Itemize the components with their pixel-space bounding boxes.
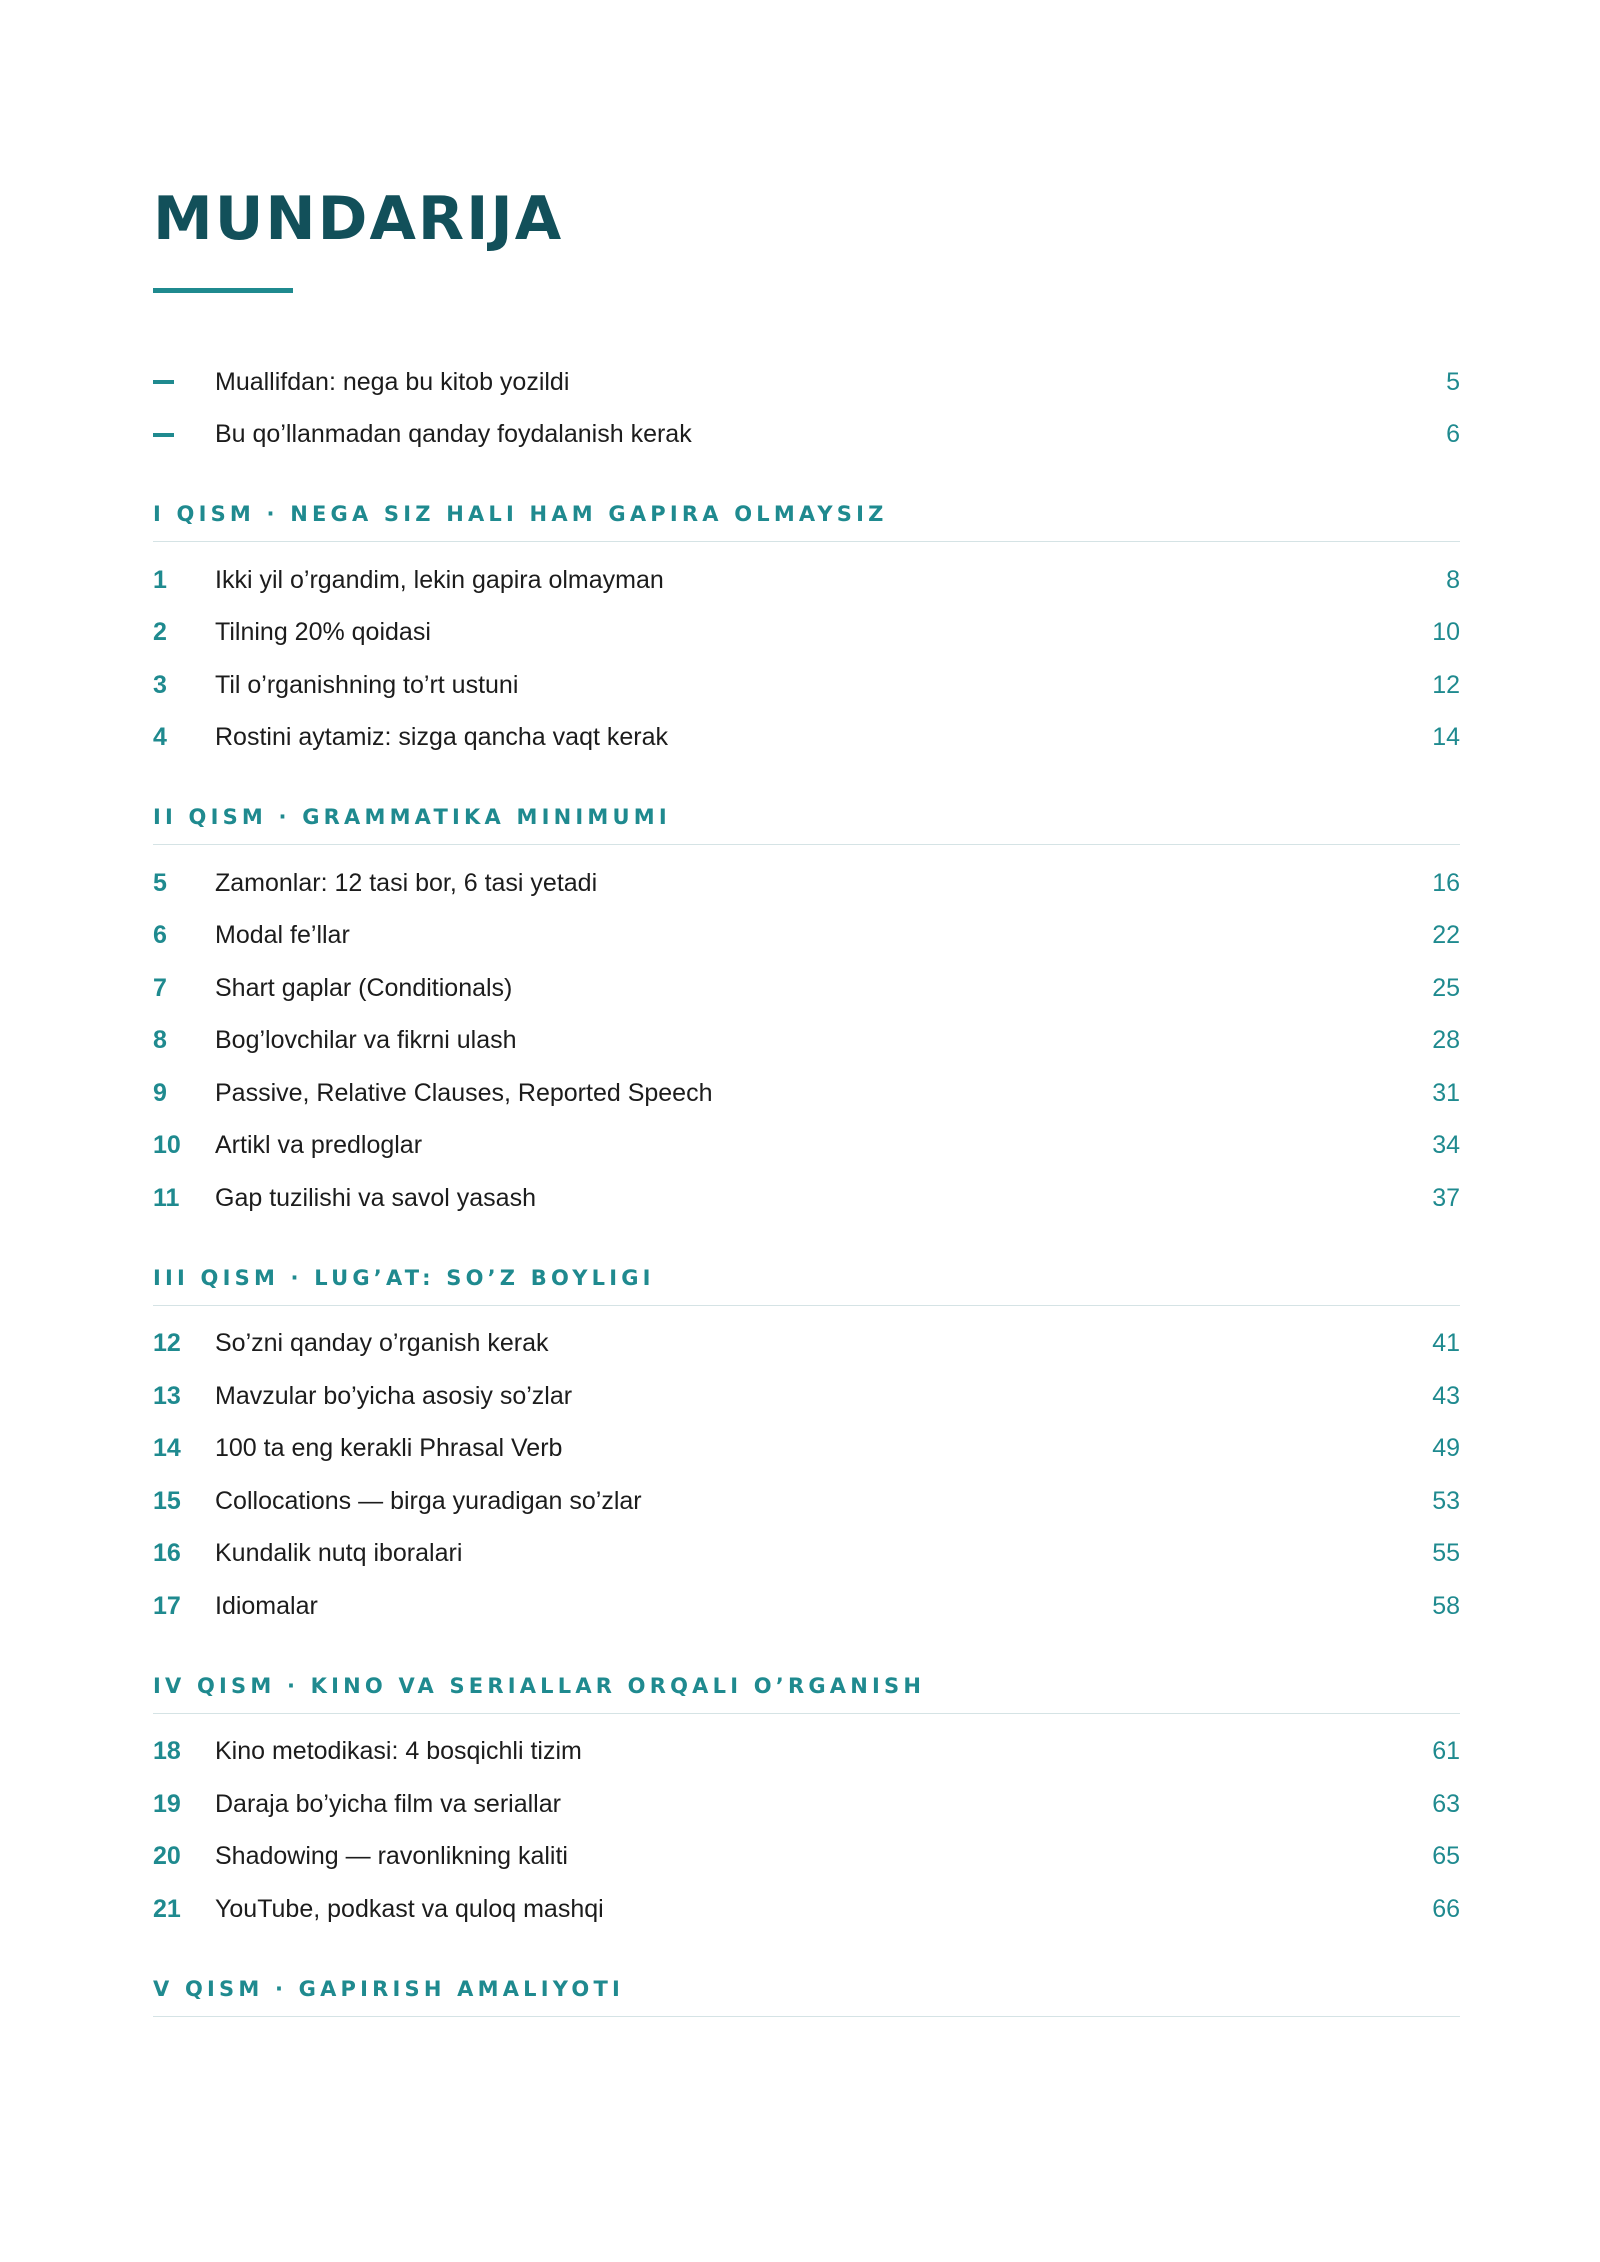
entry-page-number: 55 [1432,1539,1460,1568]
entry-label: Collocations — birga yuradigan so’zlar [215,1486,642,1515]
entry-page-number: 8 [1446,565,1460,594]
entry-label: YouTube, podkast va quloq mashqi [215,1894,604,1923]
toc-entry[interactable] [153,1883,1460,1936]
chapter-number: 15 [153,1486,181,1515]
entry-label: Shadowing — ravonlikning kaliti [215,1842,568,1871]
entry-label: Tilning 20% qoidasi [215,618,431,647]
chapter-number: 5 [153,868,167,897]
chapter-number: 6 [153,921,167,950]
entry-page-number: 12 [1432,670,1460,699]
section-title: IV QISM · KINO VA SERIALLAR ORQALI O’RGANISH [153,1673,926,1698]
entry-page-number: 22 [1432,921,1460,950]
entry-label: Muallifdan: nega bu kitob yozildi [215,367,570,396]
entry-page-number: 5 [1446,367,1460,396]
toc-entry[interactable] [153,1172,1460,1225]
toc-entry[interactable] [153,1318,1460,1371]
entry-label: Shart gaplar (Conditionals) [215,973,513,1002]
toc-entry[interactable] [153,607,1460,660]
entry-label: Mavzular bo’yicha asosiy so’zlar [215,1381,573,1410]
chapter-number: 20 [153,1842,181,1871]
section-heading-part-3 [153,1263,1460,1306]
entry-label: Modal fe’llar [215,921,350,950]
chapter-number: 16 [153,1539,181,1568]
toc-page [153,180,1460,2029]
entry-page-number: 43 [1432,1381,1460,1410]
entry-page-number: 41 [1432,1329,1460,1358]
entry-label: Rostini aytamiz: sizga qancha vaqt kerak [215,723,668,752]
entry-page-number: 66 [1432,1894,1460,1923]
entry-label: Idiomalar [215,1591,318,1620]
chapter-number: 12 [153,1329,181,1358]
toc-entry[interactable] [153,712,1460,765]
entry-page-number: 49 [1432,1434,1460,1463]
toc-entry[interactable] [153,1015,1460,1068]
chapter-number: 21 [153,1894,181,1923]
toc-entry[interactable] [153,1370,1460,1423]
table-of-contents [153,356,1460,2017]
toc-entry-intro-1[interactable] [153,356,1460,409]
entry-label: Passive, Relative Clauses, Reported Speech [215,1078,713,1107]
toc-entry[interactable] [153,1067,1460,1120]
entry-page-number: 31 [1432,1078,1460,1107]
entry-page-number: 53 [1432,1486,1460,1515]
toc-entry[interactable] [153,1528,1460,1581]
chapter-number: 8 [153,1026,167,1055]
section-title: I QISM · NEGA SIZ HALI HAM GAPIRA OLMAYSIZ [153,502,888,526]
entry-page-number: 37 [1432,1183,1460,1212]
section-heading-part-5 [153,1974,1460,2017]
toc-entry[interactable] [153,1423,1460,1476]
page-title: MUNDARIJA [153,184,564,254]
dash-marker [153,380,215,384]
toc-entry[interactable] [153,1120,1460,1173]
chapter-number: 18 [153,1737,181,1766]
toc-entry[interactable] [153,1475,1460,1528]
entry-page-number: 58 [1432,1591,1460,1620]
title-underline [153,288,293,293]
entry-label: Til o’rganishning to’rt ustuni [215,670,519,699]
chapter-number: 3 [153,670,167,699]
entry-label: Daraja bo’yicha film va seriallar [215,1789,561,1818]
chapter-number: 7 [153,973,167,1002]
toc-entry[interactable] [153,1726,1460,1779]
chapter-number: 17 [153,1591,181,1620]
section-title: III QISM · LUG’AT: SO’Z BOYLIGI [153,1265,655,1290]
entry-page-number: 28 [1432,1026,1460,1055]
section-heading-part-4 [153,1671,1460,1714]
chapter-number: 4 [153,723,167,752]
entry-page-number: 34 [1432,1131,1460,1160]
toc-entry[interactable] [153,1831,1460,1884]
section-heading-part-1 [153,499,1460,542]
chapter-number: 19 [153,1789,181,1818]
toc-entry[interactable] [153,1580,1460,1633]
entry-label: Kino metodikasi: 4 bosqichli tizim [215,1737,582,1766]
entry-page-number: 16 [1432,868,1460,897]
entry-page-number: 65 [1432,1842,1460,1871]
section-heading-part-2 [153,802,1460,845]
toc-entry[interactable] [153,659,1460,712]
entry-page-number: 10 [1432,618,1460,647]
entry-label: Artikl va predloglar [215,1131,423,1160]
entry-label: Zamonlar: 12 tasi bor, 6 tasi yetadi [215,868,598,897]
section-title: V QISM · GAPIRISH AMALIYOTI [153,1976,624,2001]
entry-label: So’zni qanday o’rganish kerak [215,1329,549,1358]
entry-page-number: 14 [1432,723,1460,752]
toc-entry[interactable] [153,554,1460,607]
entry-label: Ikki yil o’rgandim, lekin gapira olmayman [215,565,664,594]
chapter-number: 2 [153,618,167,647]
chapter-number: 13 [153,1381,181,1410]
chapter-number: 9 [153,1078,167,1107]
entry-label: Bog’lovchilar va fikrni ulash [215,1026,517,1055]
toc-entry[interactable] [153,910,1460,963]
entry-page-number: 63 [1432,1789,1460,1818]
entry-label: Kundalik nutq iboralari [215,1539,463,1568]
chapter-number: 14 [153,1434,181,1463]
entry-page-number: 6 [1446,420,1460,449]
section-title: II QISM · GRAMMATIKA MINIMUMI [153,805,671,829]
entry-page-number: 61 [1432,1737,1460,1766]
chapter-number: 10 [153,1131,181,1160]
entry-page-number: 25 [1432,973,1460,1002]
toc-entry[interactable] [153,962,1460,1015]
chapter-number: 1 [153,565,167,594]
toc-entry[interactable] [153,857,1460,910]
entry-label: Bu qo’llanmadan qanday foydalanish kerak [215,420,692,449]
dash-marker [153,433,215,437]
toc-entry-intro-2[interactable] [153,409,1460,462]
toc-entry[interactable] [153,1778,1460,1831]
entry-label: Gap tuzilishi va savol yasash [215,1183,536,1212]
entry-label: 100 ta eng kerakli Phrasal Verb [215,1434,563,1463]
chapter-number: 11 [153,1183,180,1212]
